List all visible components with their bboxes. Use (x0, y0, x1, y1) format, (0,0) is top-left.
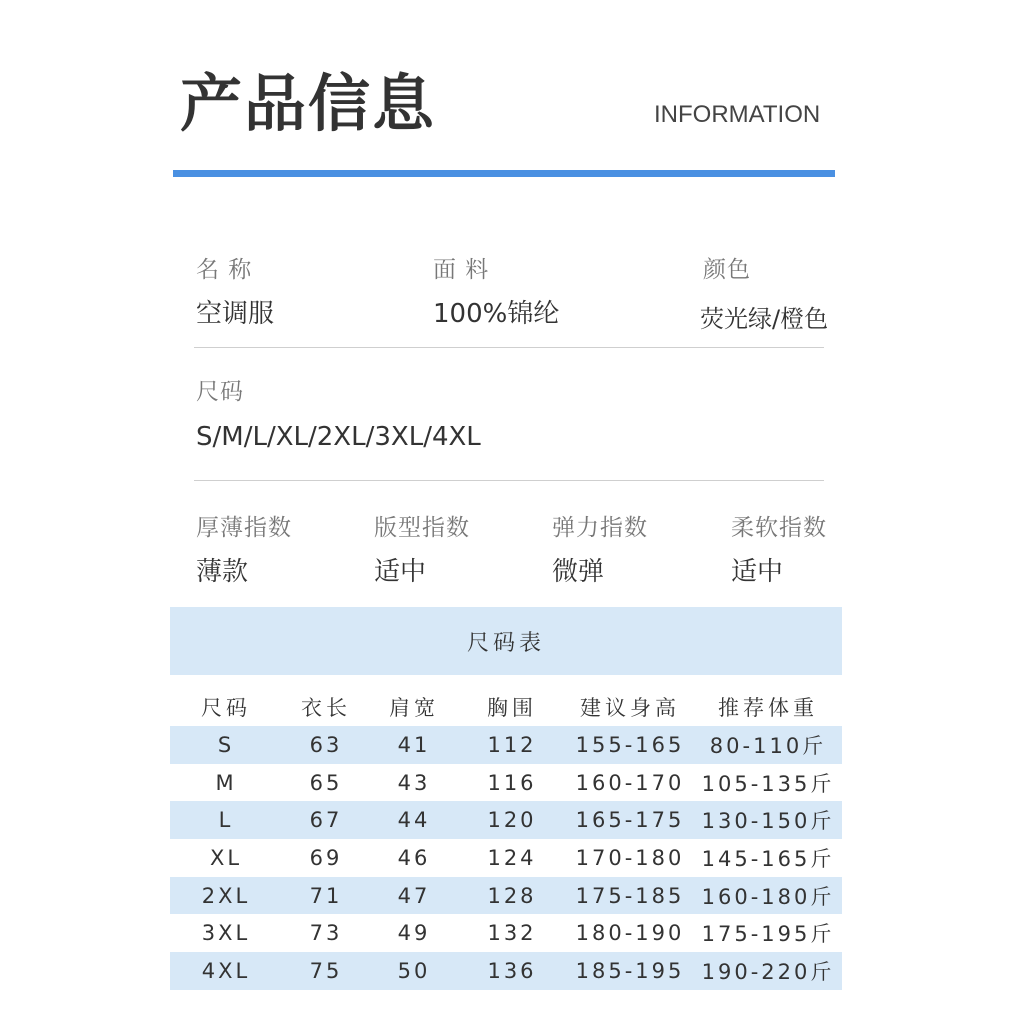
cell-chest: 116 (487, 770, 537, 795)
cell-shoulder: 49 (397, 921, 431, 946)
divider-1 (194, 347, 824, 348)
cell-shoulder: 46 (397, 845, 431, 870)
fabric-label: 面 料 (433, 257, 490, 283)
table-row (170, 726, 842, 764)
cell-size: XL (209, 845, 243, 870)
cell-size: 3XL (201, 921, 251, 946)
cell-weight: 130-150斤 (701, 809, 835, 834)
table-row (170, 801, 842, 839)
sizes-value: S/M/L/XL/2XL/3XL/4XL (196, 422, 481, 452)
header-height: 建议身高 (580, 696, 680, 720)
cell-length: 63 (309, 732, 343, 757)
cell-shoulder: 44 (397, 808, 431, 833)
cell-shoulder: 41 (397, 732, 431, 757)
cell-weight: 145-165斤 (701, 846, 835, 871)
cell-size: 4XL (201, 958, 251, 983)
cell-height: 185-195 (575, 958, 685, 983)
cell-shoulder: 43 (397, 770, 431, 795)
cell-height: 165-175 (575, 808, 685, 833)
table-row (170, 839, 842, 877)
page-subtitle: INFORMATION (654, 101, 821, 128)
cell-shoulder: 50 (397, 958, 431, 983)
cell-shoulder: 47 (397, 883, 431, 908)
cell-height: 155-165 (575, 732, 685, 757)
header-weight: 推荐体重 (718, 696, 818, 720)
fabric-value: 100%锦纶 (433, 299, 560, 329)
cell-weight: 105-135斤 (701, 771, 835, 796)
cell-chest: 136 (487, 958, 537, 983)
table-row (170, 952, 842, 990)
cell-length: 65 (309, 770, 343, 795)
header-chest: 胸围 (487, 696, 537, 720)
cell-size: 2XL (201, 883, 251, 908)
cell-weight: 160-180斤 (701, 884, 835, 909)
elasticity-value: 微弹 (552, 557, 605, 587)
cell-chest: 120 (487, 808, 537, 833)
name-value: 空调服 (196, 299, 275, 329)
elasticity-label: 弹力指数 (552, 515, 648, 541)
cell-length: 69 (309, 845, 343, 870)
color-label: 颜色 (703, 257, 751, 283)
table-row (170, 877, 842, 915)
cell-height: 170-180 (575, 845, 685, 870)
thickness-label: 厚薄指数 (196, 515, 292, 541)
cell-chest: 124 (487, 845, 537, 870)
page-title: 产品信息 (180, 67, 437, 140)
cell-height: 175-185 (575, 883, 685, 908)
header-size: 尺码 (201, 696, 251, 720)
thickness-value: 薄款 (196, 557, 249, 587)
color-value: 荧光绿/橙色 (700, 305, 829, 333)
cell-height: 160-170 (575, 770, 685, 795)
cell-chest: 112 (487, 732, 537, 757)
softness-label: 柔软指数 (731, 515, 827, 541)
cell-height: 180-190 (575, 921, 685, 946)
cell-weight: 190-220斤 (701, 959, 835, 984)
divider-2 (194, 480, 824, 481)
cell-length: 75 (309, 958, 343, 983)
table-row (170, 914, 842, 952)
cell-length: 73 (309, 921, 343, 946)
fit-value: 适中 (374, 557, 427, 587)
header-length: 衣长 (301, 696, 351, 720)
cell-length: 67 (309, 808, 343, 833)
accent-divider (173, 170, 835, 177)
cell-chest: 132 (487, 921, 537, 946)
cell-size: S (217, 732, 235, 757)
size-chart-title: 尺码表 (170, 607, 842, 675)
cell-chest: 128 (487, 883, 537, 908)
table-header-row (170, 688, 842, 726)
cell-size: M (215, 770, 237, 795)
sizes-label: 尺码 (196, 379, 244, 405)
header-shoulder: 肩宽 (389, 696, 439, 720)
size-table (170, 688, 842, 990)
fit-label: 版型指数 (374, 515, 470, 541)
name-label: 名 称 (196, 257, 253, 283)
softness-value: 适中 (731, 557, 784, 587)
table-row (170, 764, 842, 802)
cell-weight: 175-195斤 (701, 922, 835, 947)
cell-length: 71 (309, 883, 343, 908)
cell-weight: 80-110斤 (709, 733, 827, 758)
cell-size: L (218, 808, 234, 833)
